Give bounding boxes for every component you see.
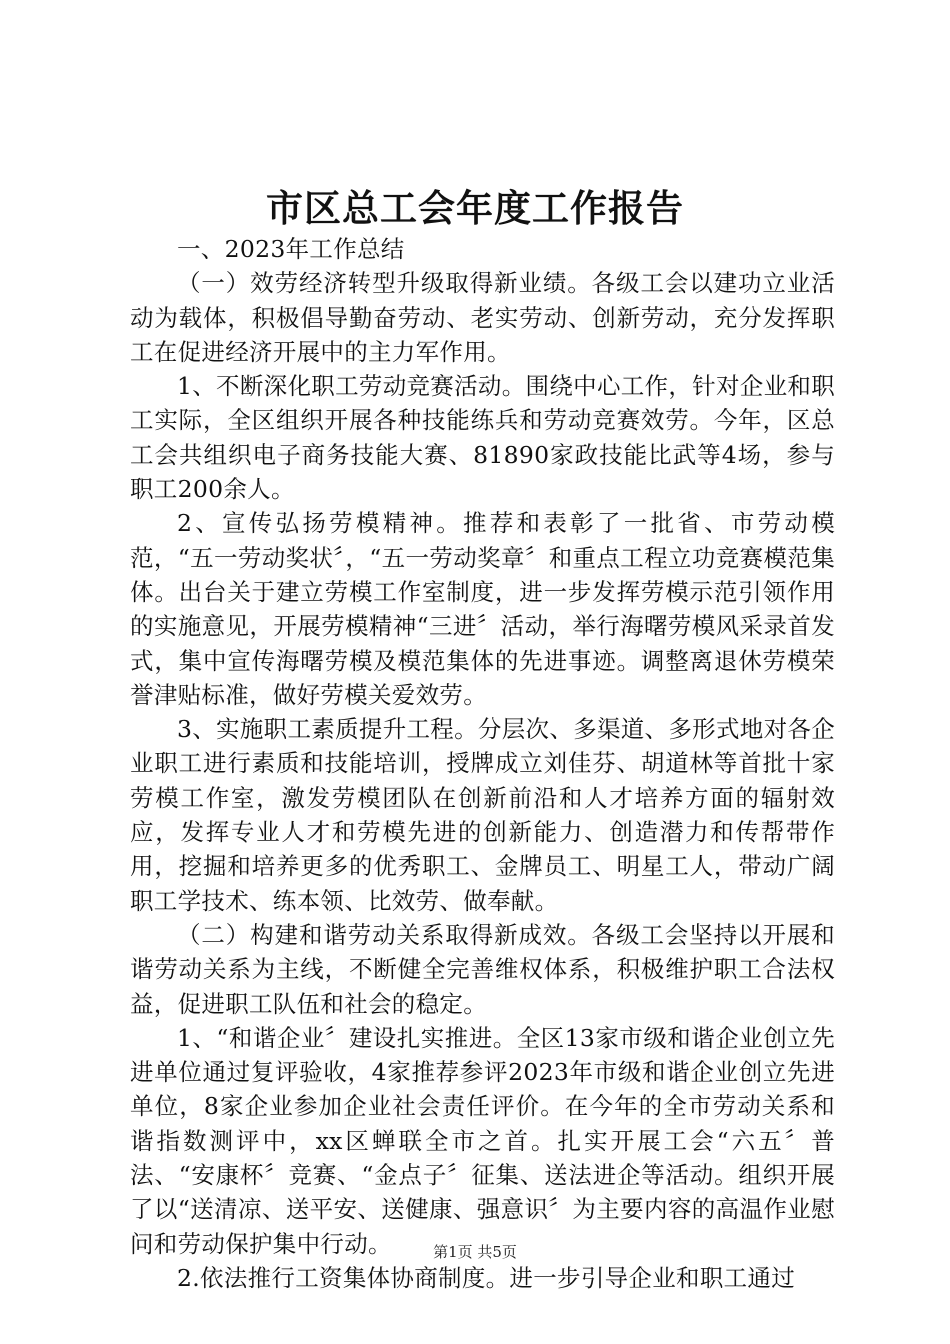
paragraph: （二）构建和谐劳动关系取得新成效。各级工会坚持以开展和谐劳动关系为主线，不断健全完善维权体系，积极维护职工合法权益，促进职工队伍和社会的稳定。 [130, 920, 835, 1018]
paragraph: 1、不断深化职工劳动竞赛活动。围绕中心工作，针对企业和职工实际，全区组织开展各种技能练兵和劳动竞赛效劳。今年，区总工会共组织电子商务技能大赛、81890家政技能比武等4场，参与职工200余人。 [130, 372, 835, 504]
paragraph: 3、实施职工素质提升工程。分层次、多渠道、多形式地对各企业职工进行素质和技能培训，授牌成立刘佳芬、胡道林等首批十家劳模工作室，激发劳模团队在创新前沿和人才培养方面的辐射效应，发挥专业人才和劳模先进的创新能力、创造潜力和传帮带作用，挖掘和培养更多的优秀职工、金牌员工、明星工人，带动广阔职工学技术、练本领、比效劳、做奉献。 [130, 715, 835, 915]
page-number-footer: 第1页 共5页 [433, 1243, 517, 1261]
section-heading: 一、2023年工作总结 [177, 235, 405, 263]
paragraph: 1、“和谐企业〞建设扎实推进。全区13家市级和谐企业创立先进单位通过复评验收，4家推荐参评2023年市级和谐企业创立先进单位，8家企业参加企业社会责任评价。在今年的全市劳动关系和谐指数测评中，xx区蝉联全市之首。扎实开展工会“六五〞普法、“安康杯〞竞赛、“金点子〞征集、送法进企等活动。组织开展了以“送清凉、送平安、送健康、强意识〞为主要内容的高温作业慰问和劳动保护集中行动。 [130, 1023, 835, 1258]
paragraph: 2.依法推行工资集体协商制度。进一步引导企业和职工通过 [177, 1263, 796, 1292]
document-body [130, 232, 835, 1295]
document-title: 市区总工会年度工作报告 [266, 186, 684, 230]
paragraph: 2、宣传弘扬劳模精神。推荐和表彰了一批省、市劳动模范，“五一劳动奖状〞，“五一劳动奖章〞和重点工程立功竞赛模范集体。出台关于建立劳模工作室制度，进一步发挥劳模示范引领作用的实施意见，开展劳模精神“三进〞活动，举行海曙劳模风采录首发式，集中宣传海曙劳模及模范集体的先进事迹。调整离退休劳模荣誉津贴标准，做好劳模关爱效劳。 [130, 509, 835, 709]
paragraph: （一）效劳经济转型升级取得新业绩。各级工会以建功立业活动为载体，积极倡导勤奋劳动、老实劳动、创新劳动，充分发挥职工在促进经济开展中的主力军作用。 [130, 269, 835, 366]
